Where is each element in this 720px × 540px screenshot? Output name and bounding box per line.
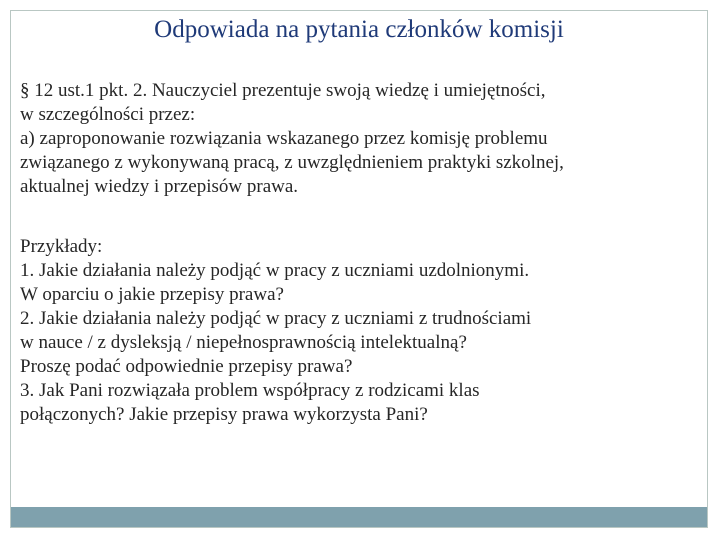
- text-line: w szczególności przez:: [20, 104, 196, 125]
- slide-body: [20, 79, 704, 427]
- text-line: związanego z wykonywaną pracą, z uwzględnieniem praktyki szkolnej,: [20, 152, 564, 173]
- text-line: W oparciu o jakie przepisy prawa?: [20, 284, 284, 305]
- regulation-paragraph: [20, 79, 704, 199]
- text-line: 3. Jak Pani rozwiązała problem współpracy z rodzicami klas: [20, 380, 480, 401]
- text-line: Proszę podać odpowiednie przepisy prawa?: [20, 356, 353, 377]
- examples-paragraph: [20, 235, 704, 427]
- slide-title: Odpowiada na pytania członków komisji: [154, 16, 564, 43]
- text-line: § 12 ust.1 pkt. 2. Nauczyciel prezentuje swoją wiedzę i umiejętności,: [20, 80, 546, 101]
- text-line: a) zaproponowanie rozwiązania wskazanego przez komisję problemu: [20, 128, 548, 149]
- slide: [10, 10, 708, 528]
- text-line: aktualnej wiedzy i przepisów prawa.: [20, 176, 299, 197]
- text-line: 1. Jakie działania należy podjąć w pracy z uczniami uzdolnionymi.: [20, 260, 530, 281]
- text-line: Przykłady:: [20, 236, 103, 257]
- text-line: połączonych? Jakie przepisy prawa wykorzysta Pani?: [20, 404, 428, 425]
- text-line: w nauce / z dysleksją / niepełnosprawnością intelektualną?: [20, 332, 467, 353]
- text-line: 2. Jakie działania należy podjąć w pracy z uczniami z trudnościami: [20, 308, 532, 329]
- footer-bar: [11, 507, 707, 527]
